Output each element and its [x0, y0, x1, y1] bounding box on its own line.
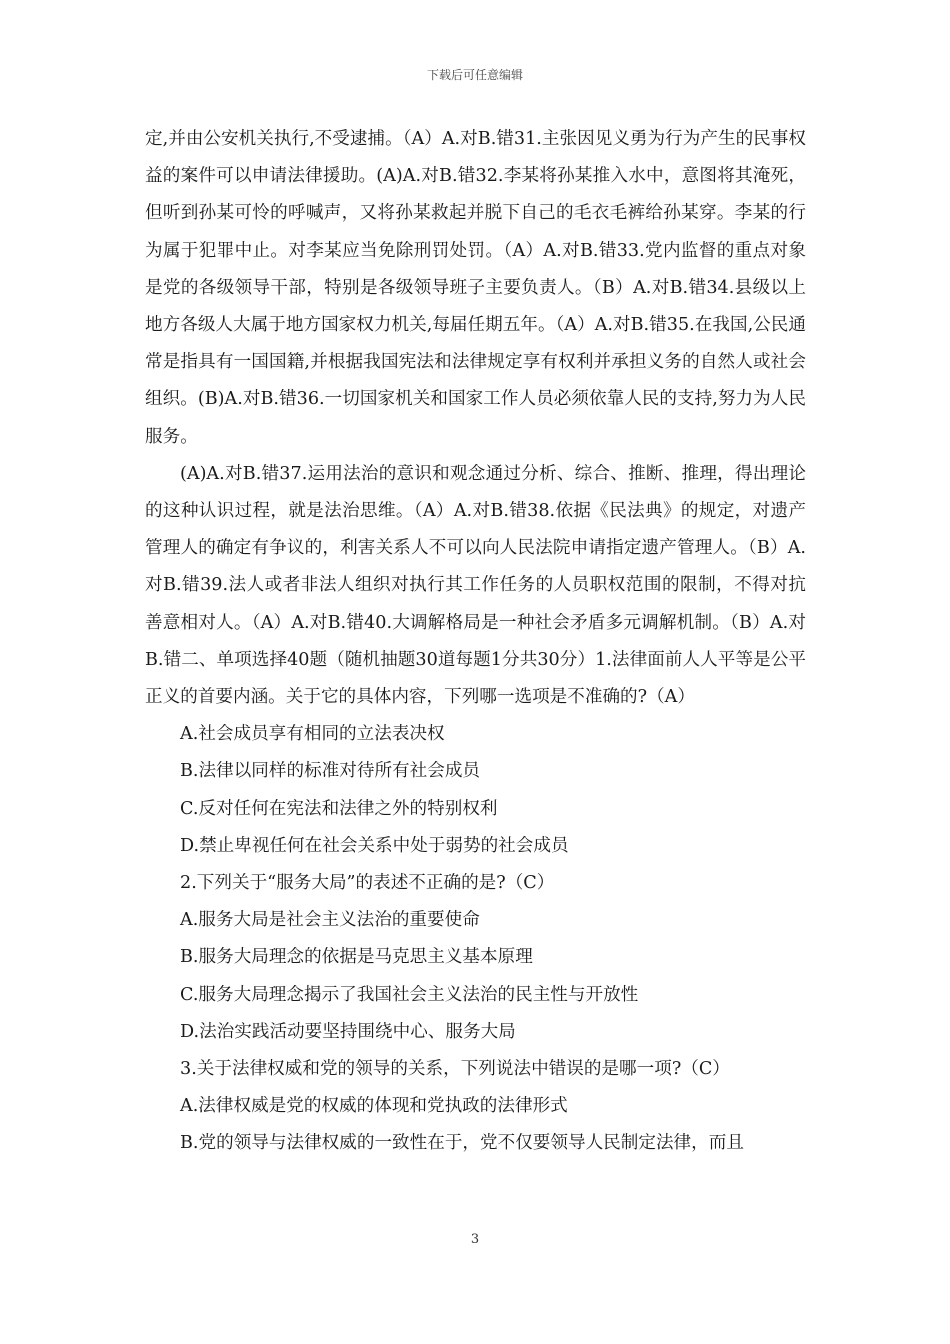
question-line: 2.下列关于“服务大局”的表述不正确的是?（C）: [180, 873, 555, 894]
option-line: B.服务大局理念的依据是马克思主义基本原理: [180, 947, 533, 968]
option-line: A.社会成员享有相同的立法表决权: [180, 724, 445, 745]
option-line: A.服务大局是社会主义法治的重要使命: [180, 910, 480, 931]
paragraph-1: 定,并由公安机关执行,不受逮捕。（A）A.对B.错31.主张因见义勇为行为产生的民事权益的案件可以申请法律援助。(A)A.对B.错32.李某将孙某推入水中，意图将其淹死，但听到孙某可怜的呼喊声，又将孙某救起并脱下自己的毛衣毛裤给孙某穿。李某的行为属于犯罪中止。对李某应当免除刑罚处罚。（A）A.对B.错33.党内监督的重点对象是党的各级领导干部，特别是各级领导班子主要负责人。（B）A.对B.错34.县级以上地方各级人大属于地方国家权力机关,每届任期五年。（A）A.对B.错35.在我国,公民通常是指具有一国国籍,并根据我国宪法和法律规定享有权利并承担义务的自然人或社会组织。(B)A.对B.错36.一切国家机关和国家工作人员必须依靠人民的支持,努力为人民服务。: [145, 129, 806, 447]
page-number: 3: [470, 1232, 480, 1247]
paragraph-2: (A)A.对B.错37.运用法治的意识和观念通过分析、综合、推断、推理，得出理论的这种认识过程，就是法治思维。（A）A.对B.错38.依据《民法典》的规定，对遗产管理人的确定有争议的，利害关系人不可以向人民法院申请指定遗产管理人。（B）A.对B.错39.法人或者非法人组织对执行其工作任务的人员职权范围的限制，不得对抗善意相对人。（A）A.对B.错40.大调解格局是一种社会矛盾多元调解机制。（B）A.对B.错二、单项选择40题（随机抽题30道每题1分共30分）1.法律面前人人平等是公平正义的首要内涵。关于它的具体内容，下列哪一选项是不准确的?（A）: [145, 463, 806, 708]
document-body: [145, 121, 806, 1163]
option-line: B.法律以同样的标准对待所有社会成员: [180, 761, 481, 782]
option-line: A.法律权威是党的权威的体现和党执政的法律形式: [180, 1096, 568, 1117]
page-header: 下载后可任意编辑: [426, 68, 523, 82]
option-line: D.法治实践活动要坚持围绕中心、服务大局: [180, 1021, 516, 1042]
option-line: B.党的领导与法律权威的一致性在于，党不仅要领导人民制定法律，而且: [180, 1133, 744, 1154]
option-line: D.禁止卑视任何在社会关系中处于弱势的社会成员: [180, 835, 569, 856]
option-line: C.服务大局理念揭示了我国社会主义法治的民主性与开放性: [180, 984, 639, 1005]
question-line: 3.关于法律权威和党的领导的关系，下列说法中错误的是哪一项?（C）: [180, 1059, 730, 1080]
option-line: C.反对任何在宪法和法律之外的特别权利: [180, 798, 498, 819]
